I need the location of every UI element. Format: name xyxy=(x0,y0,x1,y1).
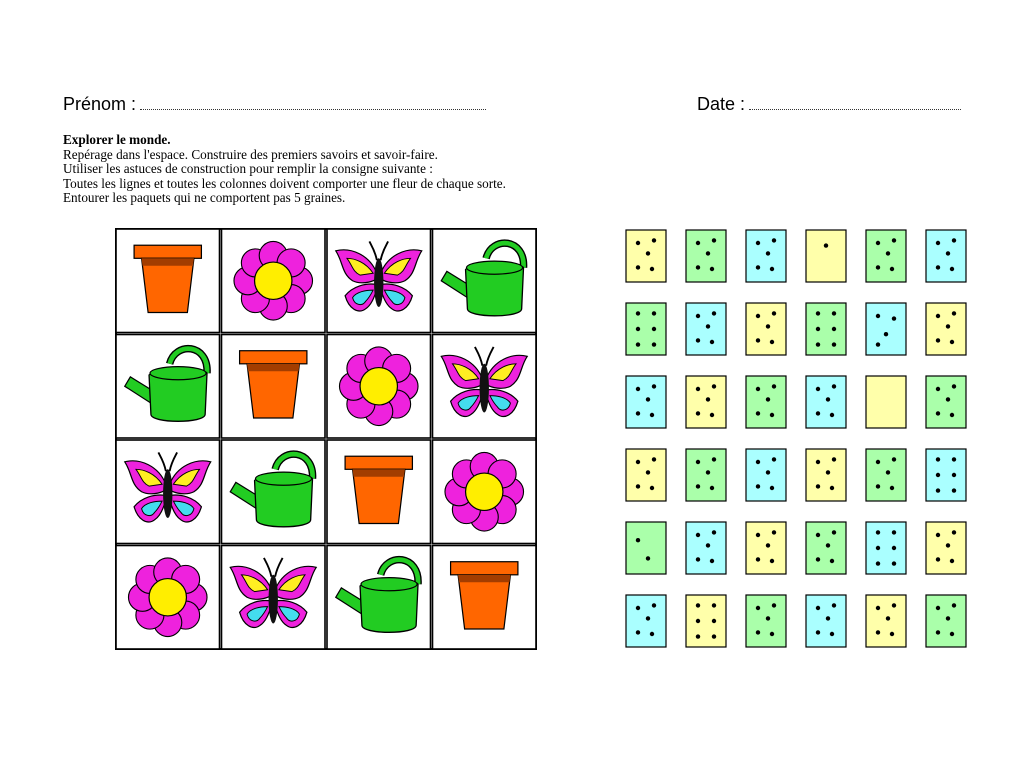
seed-dot xyxy=(652,342,656,346)
seed-dot xyxy=(824,243,828,247)
seed-dot xyxy=(696,557,700,561)
seed-dot xyxy=(936,241,940,245)
seed-packet[interactable] xyxy=(926,230,966,282)
seed-dot xyxy=(936,457,940,461)
seed-dot xyxy=(876,241,880,245)
seed-dot xyxy=(706,470,710,474)
seed-dot xyxy=(936,314,940,318)
packet-body xyxy=(926,376,966,428)
date-label: Date : xyxy=(697,94,746,114)
seed-dot xyxy=(816,460,820,464)
seed-dot xyxy=(712,530,716,534)
seed-dot xyxy=(832,342,836,346)
seed-dot xyxy=(772,384,776,388)
packet-body xyxy=(746,522,786,574)
seed-dot xyxy=(712,634,716,638)
name-write-line[interactable] xyxy=(140,99,486,110)
seed-packet[interactable] xyxy=(626,376,666,428)
seed-dot xyxy=(636,630,640,634)
flower-icon xyxy=(339,347,418,426)
date-field xyxy=(697,94,961,115)
seed-dot xyxy=(772,603,776,607)
seed-dot xyxy=(892,546,896,550)
seed-dot xyxy=(952,238,956,242)
packet-body xyxy=(746,376,786,428)
seed-dot xyxy=(952,384,956,388)
seed-dot xyxy=(756,606,760,610)
packet-body xyxy=(626,230,666,282)
seed-dot xyxy=(712,603,716,607)
seed-dot xyxy=(936,473,940,477)
seed-dot xyxy=(756,484,760,488)
seed-packet[interactable] xyxy=(626,449,666,501)
packet-body xyxy=(806,303,846,355)
seed-dot xyxy=(876,314,880,318)
seed-dot xyxy=(826,470,830,474)
seed-dot xyxy=(876,265,880,269)
seed-packet[interactable] xyxy=(926,595,966,647)
flower-icon xyxy=(128,558,207,637)
seed-dot xyxy=(706,397,710,401)
packet-body xyxy=(866,522,906,574)
seed-dot xyxy=(830,559,834,563)
seed-packet[interactable] xyxy=(746,522,786,574)
seed-packet[interactable] xyxy=(746,595,786,647)
seed-packet[interactable] xyxy=(626,522,666,574)
seed-dot xyxy=(696,387,700,391)
seed-dot xyxy=(892,561,896,565)
seed-dot xyxy=(696,411,700,415)
seed-packet[interactable] xyxy=(866,303,906,355)
seed-dot xyxy=(756,265,760,269)
packet-body xyxy=(626,449,666,501)
instruction-line: Utiliser les astuces de construction pour remplir la consigne suivante : xyxy=(63,161,433,177)
seed-dot xyxy=(884,332,888,336)
seed-dot xyxy=(636,327,640,331)
seed-dot xyxy=(756,241,760,245)
seed-dot xyxy=(712,238,716,242)
seed-dot xyxy=(770,559,774,563)
packet-body xyxy=(686,522,726,574)
seed-packet[interactable] xyxy=(686,230,726,282)
packet-body xyxy=(806,522,846,574)
seed-packet[interactable] xyxy=(686,595,726,647)
packet-body xyxy=(686,230,726,282)
seed-dot xyxy=(772,311,776,315)
seed-dot xyxy=(890,267,894,271)
seed-dot xyxy=(696,533,700,537)
seed-dot xyxy=(946,543,950,547)
seed-dot xyxy=(952,457,956,461)
seed-dot xyxy=(766,470,770,474)
packet-body xyxy=(806,230,846,282)
seed-dot xyxy=(652,384,656,388)
seed-dot xyxy=(886,616,890,620)
seed-dot xyxy=(710,340,714,344)
seed-dot xyxy=(952,473,956,477)
seed-dot xyxy=(636,241,640,245)
seed-dot xyxy=(832,311,836,315)
name-field xyxy=(63,94,486,115)
seed-packet[interactable] xyxy=(926,522,966,574)
seed-dot xyxy=(892,457,896,461)
packet-body xyxy=(926,595,966,647)
seed-dot xyxy=(636,411,640,415)
packet-body xyxy=(746,230,786,282)
seed-dot xyxy=(756,314,760,318)
seed-dot xyxy=(652,238,656,242)
seed-dot xyxy=(712,457,716,461)
seed-dot xyxy=(816,311,820,315)
seed-dot xyxy=(876,342,880,346)
seed-dot xyxy=(936,630,940,634)
seed-dot xyxy=(886,470,890,474)
seed-dot xyxy=(892,530,896,534)
seed-dot xyxy=(950,559,954,563)
seed-dot xyxy=(832,327,836,331)
seed-dot xyxy=(696,314,700,318)
seed-packet[interactable] xyxy=(686,522,726,574)
seed-dot xyxy=(696,603,700,607)
seed-packet[interactable] xyxy=(866,376,906,428)
seed-packet[interactable] xyxy=(866,230,906,282)
seed-dot xyxy=(946,397,950,401)
seed-dot xyxy=(710,559,714,563)
seed-dot xyxy=(936,606,940,610)
seed-dot xyxy=(952,311,956,315)
packet-body xyxy=(686,449,726,501)
seed-dot xyxy=(876,460,880,464)
seed-dot xyxy=(816,327,820,331)
seed-dot xyxy=(936,411,940,415)
seed-dot xyxy=(696,484,700,488)
packet-body xyxy=(686,303,726,355)
seed-dot xyxy=(756,460,760,464)
seed-dot xyxy=(766,616,770,620)
packet-body xyxy=(626,303,666,355)
seed-dot xyxy=(816,484,820,488)
seed-dot xyxy=(646,616,650,620)
seed-dot xyxy=(636,265,640,269)
seed-dot xyxy=(652,457,656,461)
seed-dot xyxy=(890,632,894,636)
seed-dot xyxy=(886,251,890,255)
packet-body xyxy=(686,376,726,428)
seed-dot xyxy=(646,397,650,401)
seed-dot xyxy=(650,632,654,636)
seed-dot xyxy=(766,543,770,547)
seed-dot xyxy=(892,603,896,607)
seed-dot xyxy=(950,632,954,636)
packet-body xyxy=(806,376,846,428)
seed-dot xyxy=(772,457,776,461)
seed-packet[interactable] xyxy=(746,303,786,355)
seed-dot xyxy=(650,486,654,490)
seed-dot xyxy=(832,384,836,388)
seed-dot xyxy=(756,338,760,342)
seed-dot xyxy=(950,267,954,271)
seed-dot xyxy=(766,397,770,401)
name-label: Prénom : xyxy=(63,94,137,114)
seed-dot xyxy=(706,543,710,547)
seed-dot xyxy=(936,338,940,342)
seed-packet[interactable] xyxy=(926,303,966,355)
seed-packet[interactable] xyxy=(926,449,966,501)
seed-packet[interactable] xyxy=(806,595,846,647)
seed-dot xyxy=(946,251,950,255)
seed-dot xyxy=(892,238,896,242)
seed-dot xyxy=(936,387,940,391)
seed-dot xyxy=(696,338,700,342)
seed-dot xyxy=(712,384,716,388)
seed-dot xyxy=(826,397,830,401)
seed-dot xyxy=(936,533,940,537)
seed-dot xyxy=(936,265,940,269)
seed-dot xyxy=(816,630,820,634)
seed-dot xyxy=(876,561,880,565)
seed-dot xyxy=(876,484,880,488)
seed-dot xyxy=(650,267,654,271)
seed-packet[interactable] xyxy=(866,595,906,647)
packet-body xyxy=(746,595,786,647)
seed-dot xyxy=(832,603,836,607)
seed-dot xyxy=(652,603,656,607)
seed-dot xyxy=(652,327,656,331)
seed-dot xyxy=(876,546,880,550)
seed-packet[interactable] xyxy=(806,522,846,574)
seed-dot xyxy=(646,556,650,560)
instruction-line: Toutes les lignes et toutes les colonnes doivent comporter une fleur de chaque sorte. xyxy=(63,175,506,191)
seed-dot xyxy=(636,606,640,610)
packet-body xyxy=(626,376,666,428)
seed-dot xyxy=(696,619,700,623)
seed-dot xyxy=(646,251,650,255)
seed-dot xyxy=(636,342,640,346)
seed-dot xyxy=(636,460,640,464)
seed-dot xyxy=(770,340,774,344)
seed-dot xyxy=(696,265,700,269)
packet-body xyxy=(806,595,846,647)
packet-body xyxy=(926,522,966,574)
packet-body xyxy=(866,303,906,355)
seed-dot xyxy=(710,413,714,417)
seed-dot xyxy=(816,557,820,561)
seed-packet[interactable] xyxy=(806,230,846,282)
seed-packet[interactable] xyxy=(926,376,966,428)
seed-packet[interactable] xyxy=(626,303,666,355)
seed-dot xyxy=(950,340,954,344)
instructions-title: Explorer le monde. xyxy=(63,132,171,147)
seed-dot xyxy=(756,630,760,634)
seed-dot xyxy=(876,606,880,610)
seed-dot xyxy=(636,484,640,488)
seed-dot xyxy=(756,387,760,391)
seed-packet[interactable] xyxy=(746,230,786,282)
instruction-line: Entourer les paquets qui ne comportent pas 5 graines. xyxy=(63,190,346,206)
packet-body xyxy=(626,522,666,574)
packet-body xyxy=(626,595,666,647)
seed-packet[interactable] xyxy=(806,449,846,501)
seed-dot xyxy=(816,387,820,391)
packet-body xyxy=(866,230,906,282)
seed-dot xyxy=(816,411,820,415)
seed-dot xyxy=(946,324,950,328)
seed-dot xyxy=(706,251,710,255)
seed-packet[interactable] xyxy=(866,449,906,501)
seed-dot xyxy=(936,557,940,561)
seed-dot xyxy=(946,616,950,620)
seed-dot xyxy=(766,324,770,328)
seed-dot xyxy=(710,267,714,271)
seed-dot xyxy=(772,530,776,534)
seed-dot xyxy=(816,606,820,610)
sudoku-grid xyxy=(115,228,537,650)
packet-body xyxy=(686,595,726,647)
seed-dot xyxy=(652,311,656,315)
seed-dot xyxy=(890,486,894,490)
seed-dot xyxy=(710,486,714,490)
seed-dot xyxy=(830,632,834,636)
seed-dot xyxy=(696,460,700,464)
instruction-line: Repérage dans l'espace. Construire des premiers savoirs et savoir-faire. xyxy=(63,146,438,162)
seed-dot xyxy=(636,311,640,315)
packet-body xyxy=(866,449,906,501)
seed-dot xyxy=(832,457,836,461)
seed-dot xyxy=(650,413,654,417)
seed-dot xyxy=(766,251,770,255)
seed-dot xyxy=(826,616,830,620)
seed-dot xyxy=(826,543,830,547)
seed-packet[interactable] xyxy=(806,303,846,355)
seed-dot xyxy=(770,632,774,636)
seed-dot xyxy=(706,324,710,328)
seed-dot xyxy=(756,411,760,415)
seed-dot xyxy=(892,316,896,320)
date-write-line[interactable] xyxy=(749,99,961,110)
seed-dot xyxy=(876,630,880,634)
seed-dot xyxy=(756,533,760,537)
packet-body xyxy=(926,449,966,501)
seed-packet[interactable] xyxy=(626,230,666,282)
seed-dot xyxy=(712,311,716,315)
seed-packet[interactable] xyxy=(866,522,906,574)
seed-dot xyxy=(636,538,640,542)
seed-dot xyxy=(816,342,820,346)
seed-dot xyxy=(696,634,700,638)
seed-dot xyxy=(770,413,774,417)
instructions xyxy=(63,133,506,206)
packet-body xyxy=(746,449,786,501)
packet-body xyxy=(806,449,846,501)
seed-dot xyxy=(952,488,956,492)
seed-dot xyxy=(756,557,760,561)
seed-dot xyxy=(696,241,700,245)
seed-dot xyxy=(936,488,940,492)
seed-dot xyxy=(772,238,776,242)
seed-dot xyxy=(830,413,834,417)
flower-icon xyxy=(445,452,524,531)
seed-dot xyxy=(816,533,820,537)
seed-packets xyxy=(620,224,972,656)
packet-body xyxy=(746,303,786,355)
packet-body xyxy=(926,303,966,355)
seed-dot xyxy=(646,470,650,474)
seed-dot xyxy=(952,603,956,607)
packet-body xyxy=(926,230,966,282)
seed-dot xyxy=(876,530,880,534)
seed-packet[interactable] xyxy=(806,376,846,428)
seed-dot xyxy=(950,413,954,417)
seed-dot xyxy=(770,486,774,490)
seed-dot xyxy=(636,387,640,391)
seed-packet[interactable] xyxy=(686,376,726,428)
seed-dot xyxy=(832,530,836,534)
seed-dot xyxy=(952,530,956,534)
seed-packet[interactable] xyxy=(686,449,726,501)
packet-body xyxy=(866,595,906,647)
seed-dot xyxy=(712,619,716,623)
seed-packet[interactable] xyxy=(686,303,726,355)
packet-body xyxy=(866,376,906,428)
seed-packet[interactable] xyxy=(746,376,786,428)
seed-packet[interactable] xyxy=(746,449,786,501)
seed-dot xyxy=(830,486,834,490)
seed-dot xyxy=(770,267,774,271)
seed-packet[interactable] xyxy=(626,595,666,647)
flower-icon xyxy=(234,241,313,320)
